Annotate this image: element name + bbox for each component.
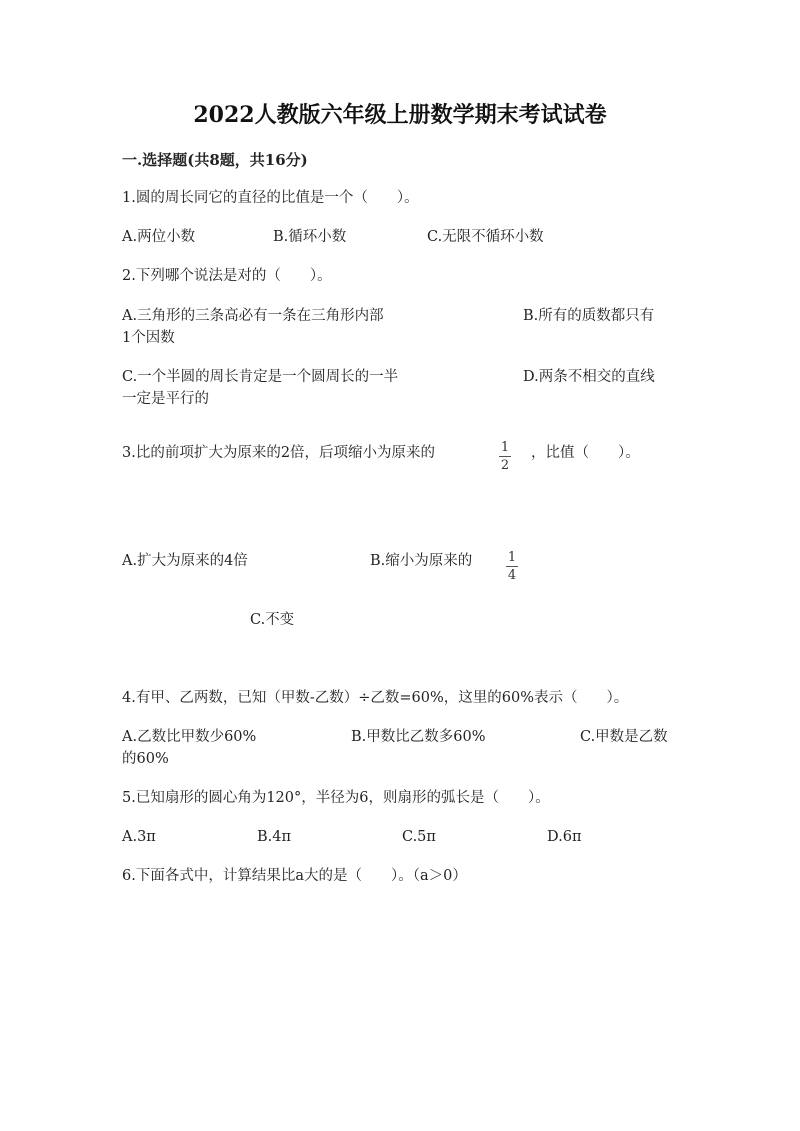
question-5-option-b: B.4π (257, 829, 292, 845)
question-4-stem: 4.有甲、乙两数，已知（甲数-乙数）÷乙数=60%，这里的60%表示（ ）。 (122, 690, 629, 706)
question-2-option-c: C.一个半圆的周长肯定是一个圆周长的一半 (122, 369, 399, 385)
question-3-stem-start: 3.比的前项扩大为原来的2倍，后项缩小为原来的 (122, 445, 436, 461)
fraction-denominator: 2 (500, 458, 510, 473)
question-3-fraction (499, 436, 511, 473)
question-4-option-c: C.甲数是乙数 (580, 729, 668, 745)
question-1-option-a: A.两位小数 (122, 229, 196, 245)
question-2-option-a: A.三角形的三条高必有一条在三角形内部 (122, 308, 384, 324)
question-6-stem: 6.下面各式中，计算结果比a大的是（ ）。（a＞0） (122, 868, 467, 884)
question-5-option-a: A.3π (122, 829, 156, 845)
question-5-stem: 5.已知扇形的圆心角为120°，半径为6，则扇形的弧长是（ ）。 (122, 790, 550, 806)
question-1-option-c: C.无限不循环小数 (427, 229, 544, 245)
question-2-stem: 2.下列哪个说法是对的（ ）。 (122, 268, 332, 284)
question-2-option-d-wrap: 一定是平行的 (122, 391, 209, 407)
question-4-option-a: A.乙数比甲数少60% (122, 729, 257, 745)
question-5-option-d: D.6π (547, 829, 582, 845)
page-title: 2022人教版六年级上册数学期末考试试卷 (193, 102, 607, 128)
question-5-option-c: C.5π (402, 829, 436, 845)
question-3-option-b-fraction (506, 546, 518, 583)
question-3-stem-end: ，比值（ ）。 (531, 445, 640, 461)
question-3-option-c: C.不变 (250, 612, 295, 628)
question-4-option-c-wrap: 的60% (122, 751, 169, 767)
question-4-option-b: B.甲数比乙数多60% (351, 729, 486, 745)
question-2-option-b-wrap: 1个因数 (122, 330, 175, 346)
question-3-option-a: A.扩大为原来的4倍 (122, 553, 248, 569)
question-2-option-b: B.所有的质数都只有 (523, 308, 655, 324)
fraction-bar (506, 566, 518, 567)
question-2-option-d: D.两条不相交的直线 (523, 369, 655, 385)
fraction-denominator: 4 (507, 568, 517, 583)
question-1-stem: 1.圆的周长同它的直径的比值是一个（ ）。 (122, 190, 419, 206)
section-heading: 一.选择题(共8题，共16分) (122, 151, 308, 169)
fraction-numerator: 1 (500, 440, 510, 455)
question-1-option-b: B.循环小数 (273, 229, 347, 245)
question-3-option-b: B.缩小为原来的 (370, 553, 473, 569)
fraction-numerator: 1 (507, 550, 517, 565)
fraction-bar (499, 456, 511, 457)
